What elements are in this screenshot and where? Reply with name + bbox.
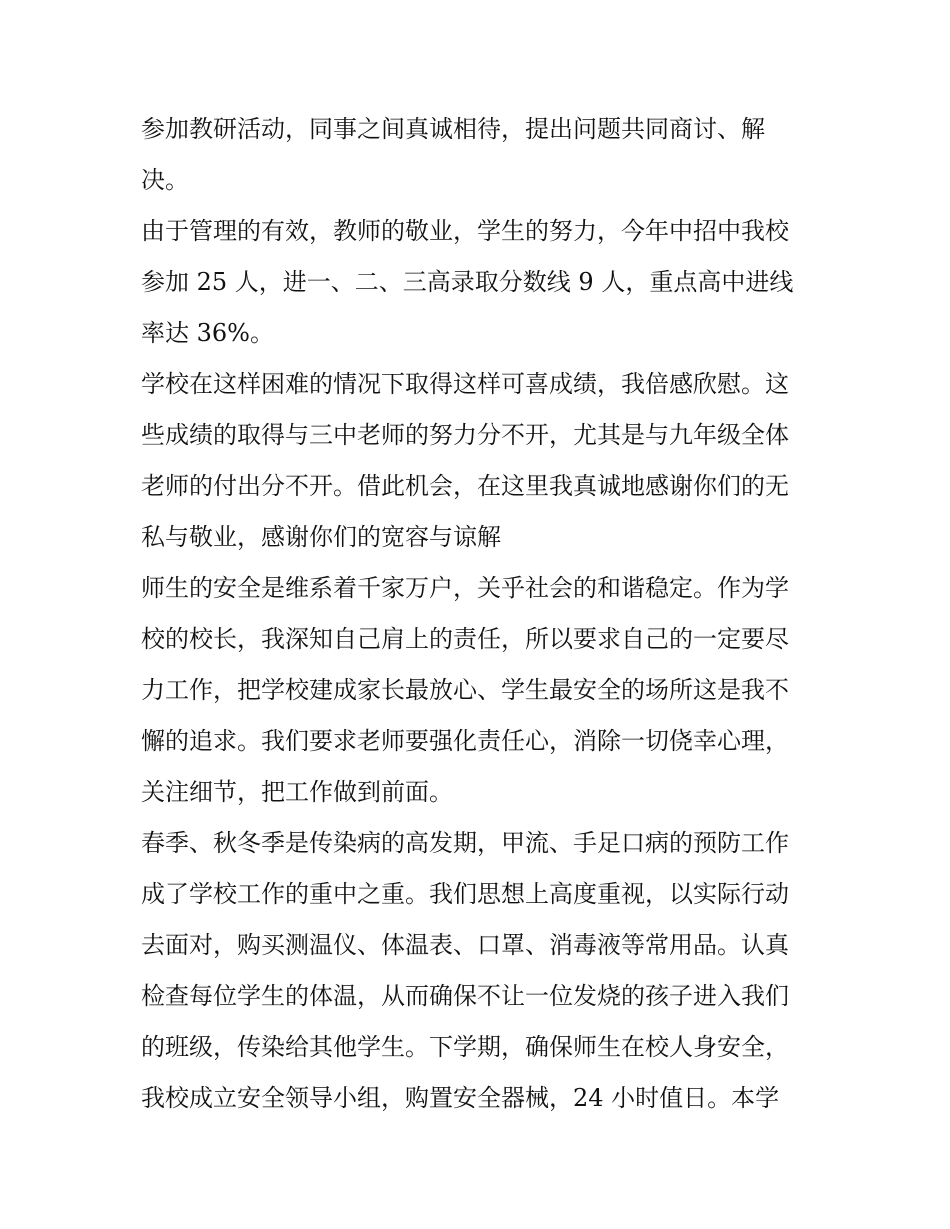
document-body — [141, 104, 821, 1124]
text-line: 参加教研活动，同事之间真诚相待，提出问题共同商讨、解 — [141, 115, 765, 143]
text-line: 成了学校工作的重中之重。我们思想上高度重视，以实际行动 — [141, 880, 789, 908]
text-line: 懈的追求。我们要求老师要强化责任心，消除一切侥幸心理， — [141, 727, 789, 755]
text-line: 决。 — [141, 166, 189, 194]
text-line: 率达 36%。 — [141, 319, 274, 347]
text-line: 由于管理的有效，教师的敬业，学生的努力，今年中招中我校 — [141, 217, 789, 245]
text-line: 力工作，把学校建成家长最放心、学生最安全的场所这是我不 — [141, 676, 789, 704]
text-line: 春季、秋冬季是传染病的高发期，甲流、手足口病的预防工作 — [141, 829, 789, 857]
text-line: 我校成立安全领导小组，购置安全器械，24 小时值日。本学 — [141, 1084, 780, 1112]
text-line: 老师的付出分不开。借此机会，在这里我真诚地感谢你们的无 — [141, 472, 789, 500]
text-line: 师生的安全是维系着千家万户，关乎社会的和谐稳定。作为学 — [141, 574, 789, 602]
text-line: 私与敬业，感谢你们的宽容与谅解 — [141, 523, 501, 551]
text-line: 学校在这样困难的情况下取得这样可喜成绩，我倍感欣慰。这 — [141, 370, 789, 398]
text-line: 去面对，购买测温仪、体温表、口罩、消毒液等常用品。认真 — [141, 931, 789, 959]
text-line: 些成绩的取得与三中老师的努力分不开，尤其是与九年级全体 — [141, 421, 789, 449]
text-line: 参加 25 人，进一、二、三高录取分数线 9 人，重点高中进线 — [141, 268, 794, 296]
text-line: 的班级，传染给其他学生。下学期，确保师生在校人身安全， — [141, 1033, 789, 1061]
text-line: 校的校长，我深知自己肩上的责任，所以要求自己的一定要尽 — [141, 625, 789, 653]
text-line: 关注细节，把工作做到前面。 — [141, 778, 453, 806]
text-line: 检查每位学生的体温，从而确保不让一位发烧的孩子进入我们 — [141, 982, 789, 1010]
